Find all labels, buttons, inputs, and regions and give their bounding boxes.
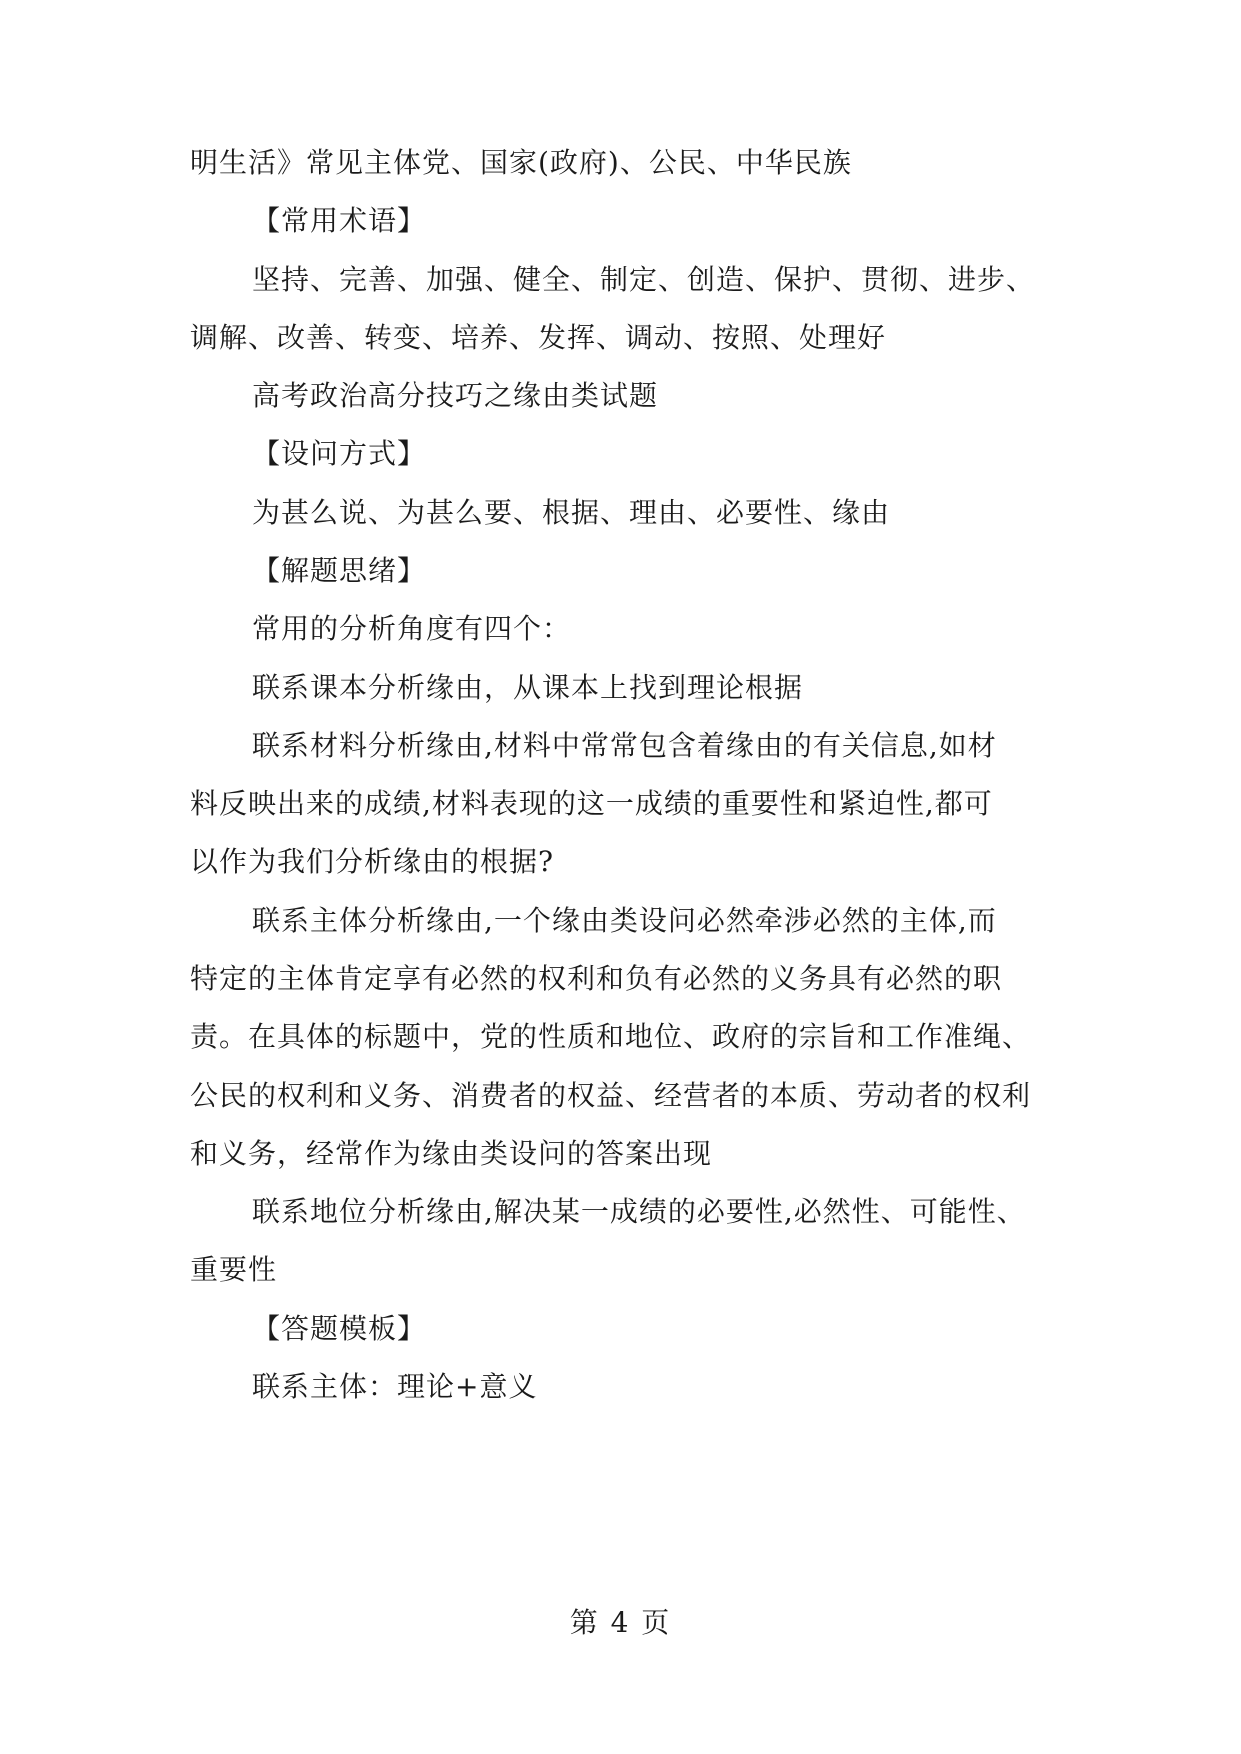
section-heading: 【设问方式】 (252, 437, 427, 470)
text-line: 为甚么说、为甚么要、根据、理由、必要性、缘由 (252, 496, 891, 529)
text-line: 料反映出来的成绩,材料表现的这一成绩的重要性和紧迫性,都可 (190, 787, 993, 820)
text-line: 联系材料分析缘由,材料中常常包含着缘由的有关信息,如材 (252, 729, 997, 762)
text-line: 联系主体：理论+意义 (252, 1370, 538, 1403)
text-line: 联系地位分析缘由,解决某一成绩的必要性,必然性、可能性、 (252, 1195, 1026, 1228)
text-line: 联系主体分析缘由,一个缘由类设问必然牵涉必然的主体,而 (252, 904, 997, 937)
text-line: 特定的主体肯定享有必然的权利和负有必然的义务具有必然的职 (190, 962, 1003, 995)
subtitle: 高考政治高分技巧之缘由类试题 (252, 379, 659, 412)
page-number: 第 4 页 (569, 1606, 672, 1639)
text-line: 调解、改善、转变、培养、发挥、调动、按照、处理好 (190, 321, 887, 354)
text-line: 坚持、完善、加强、健全、制定、创造、保护、贯彻、进步、 (252, 263, 1036, 296)
text-line: 重要性 (190, 1253, 278, 1286)
text-line: 和义务，经常作为缘由类设问的答案出现 (190, 1137, 713, 1170)
text-line: 明生活》常见主体党、国家(政府)、公民、中华民族 (190, 146, 852, 179)
text-line: 常用的分析角度有四个： (252, 612, 572, 645)
section-heading: 【答题模板】 (252, 1312, 427, 1345)
text-line: 以作为我们分析缘由的根据? (190, 845, 555, 878)
text-line: 公民的权利和义务、消费者的权益、经营者的本质、劳动者的权利 (190, 1079, 1032, 1112)
text-line: 联系课本分析缘由，从课本上找到理论根据 (252, 671, 804, 704)
text-line: 责。在具体的标题中，党的性质和地位、政府的宗旨和工作准绳、 (190, 1020, 1032, 1053)
section-heading: 【解题思绪】 (252, 554, 427, 587)
section-heading: 【常用术语】 (252, 204, 427, 237)
